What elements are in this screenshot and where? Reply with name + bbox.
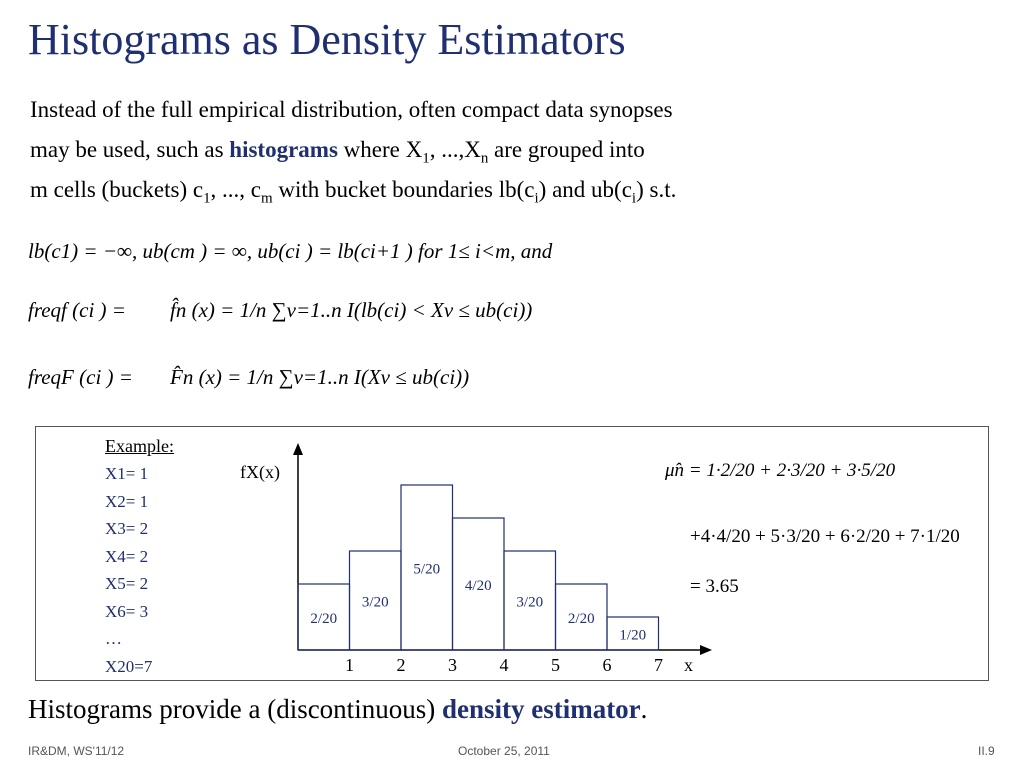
example-item: …	[105, 629, 122, 648]
x-axis-arrow	[700, 645, 712, 655]
intro-line-2-pre: may be used, such as	[30, 137, 230, 162]
conclusion-post: .	[640, 694, 648, 724]
mu-line-3: = 3.65	[690, 576, 739, 597]
x-tick-label: 7	[654, 655, 663, 675]
intro-line-3-mid3: ) and ub(c	[538, 177, 632, 202]
intro-line-2-mid2: , ...,X	[429, 137, 481, 162]
intro-line-1-text: Instead of the full empirical distribution, often compact data synopses	[30, 97, 673, 122]
freq-F-rhs: F̂n (x) = 1/n ∑v=1..n I(Xv ≤ ub(ci))	[170, 365, 470, 389]
y-axis-arrow	[293, 443, 303, 455]
footer-page-number: II.9	[978, 744, 995, 758]
footer-date: October 25, 2011	[458, 744, 550, 758]
example-heading: Example:	[105, 436, 174, 456]
intro-sub-i2: i	[631, 190, 637, 207]
example-item: X5= 2	[105, 574, 149, 593]
intro-line-2-post: are grouped into	[488, 137, 645, 162]
intro-sub-i: i	[534, 190, 539, 207]
bar-label: 4/20	[464, 578, 492, 594]
x-tick-label: 4	[499, 655, 509, 675]
intro-line-2-mid: where X	[337, 137, 423, 162]
example-item: X1= 1	[105, 464, 149, 483]
example-item: X3= 2	[105, 519, 149, 538]
intro-sub-n: n	[480, 150, 489, 167]
intro-line-3-post: ) s.t.	[636, 177, 677, 202]
bar-label: 5/20	[413, 561, 441, 578]
intro-line-3-pre: m cells (buckets) c	[30, 177, 204, 202]
x-axis-label: x	[684, 655, 693, 675]
freq-F-lhs: freqF (ci ) =	[28, 365, 133, 389]
bar-label: 3/20	[516, 594, 544, 611]
footer-course: IR&DM, WS'11/12	[28, 744, 125, 758]
conclusion-pre: Histograms provide a (discontinuous)	[28, 694, 442, 724]
conclusion-line	[28, 694, 647, 725]
freq-f-rhs: f̂n (x) = 1/n ∑v=1..n I(lb(ci) < Xv ≤ ub(ci))	[170, 298, 533, 322]
freq-f-lhs: freqf (ci ) =	[28, 298, 126, 322]
bar-label: 1/20	[619, 627, 647, 644]
intro-line-3-mid: , ..., c	[210, 177, 262, 202]
x-tick-label: 5	[551, 655, 560, 675]
density-estimator-term: density estimator	[441, 694, 641, 724]
x-tick-label: 2	[396, 655, 406, 675]
y-axis-label: fX(x)	[240, 462, 280, 482]
example-item: X2= 1	[105, 491, 149, 511]
mu-line-1: μ̂n = 1·2/20 + 2·3/20 + 3·5/20	[665, 460, 896, 481]
mu-line-2: +4·4/20 + 5·3/20 + 6·2/20 + 7·1/20	[690, 526, 960, 547]
intro-sub-1: 1	[422, 150, 430, 167]
intro-line-3-mid2: with bucket boundaries lb(c	[272, 177, 535, 202]
slide-title: Histograms as Density Estimators	[28, 15, 626, 64]
boundary-formula: lb(c1) = −∞, ub(cm ) = ∞, ub(ci ) = lb(ci+1 ) for 1≤ i<m, and	[28, 239, 553, 263]
example-item: X6= 3	[105, 601, 149, 621]
example-item: X20=7	[105, 656, 153, 676]
example-item: X4= 2	[105, 546, 149, 566]
bar-label: 2/20	[310, 611, 338, 627]
x-tick-label: 1	[345, 655, 354, 675]
intro-sub-m: m	[261, 190, 273, 207]
x-tick-label: 6	[602, 655, 612, 675]
intro-sub-c1: 1	[203, 190, 211, 207]
histograms-term: histograms	[229, 137, 338, 162]
x-tick-label: 3	[448, 655, 457, 675]
bar-label: 3/20	[361, 594, 389, 611]
bar-label: 2/20	[567, 611, 595, 627]
